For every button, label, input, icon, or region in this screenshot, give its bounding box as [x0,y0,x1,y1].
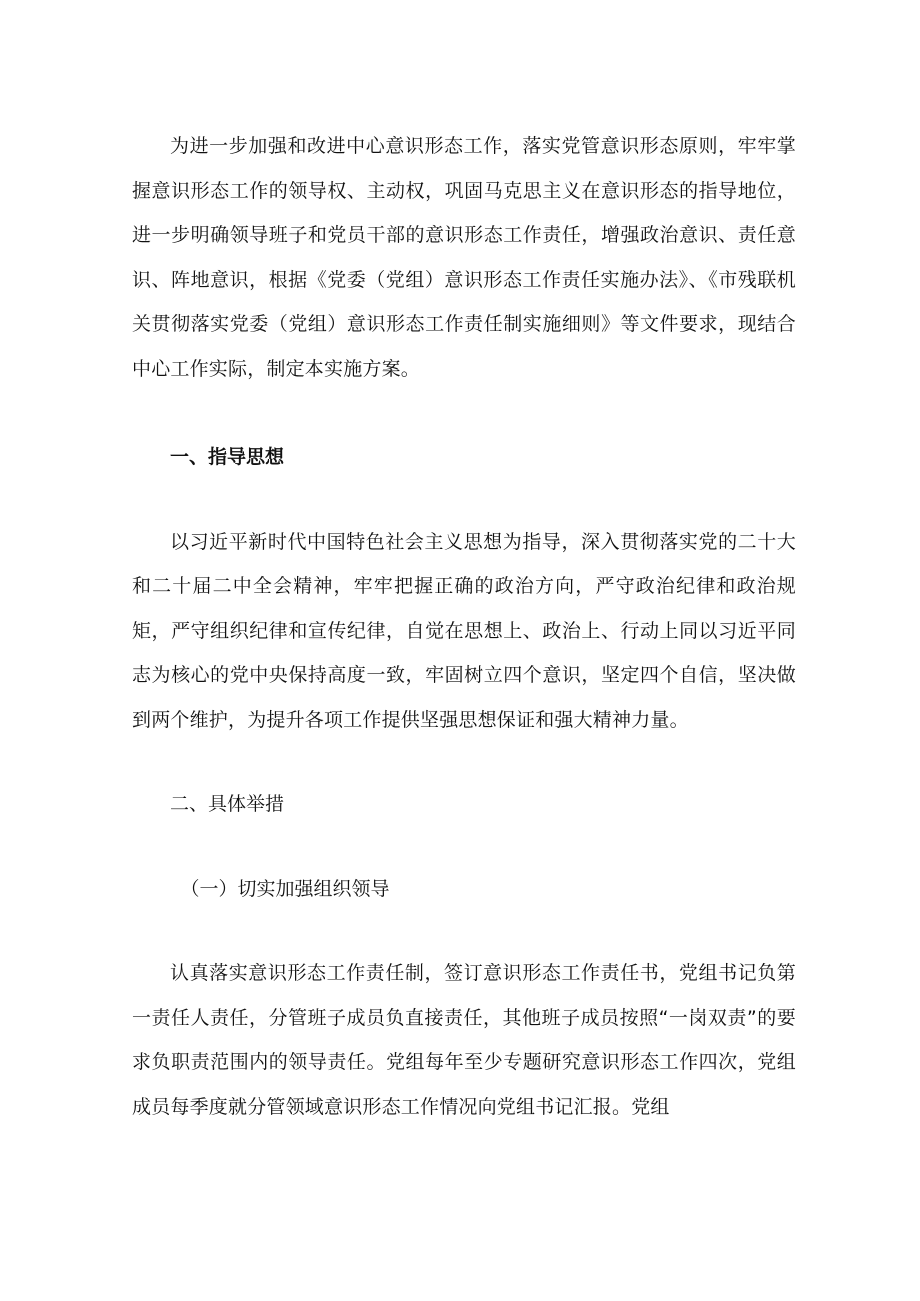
intro-paragraph: 为进一步加强和改进中心意识形态工作，落实党管意识形态原则，牢牢掌握意识形态工作的领导权、主动权，巩固马克思主义在意识形态的指导地位，进一步明确领导班子和党员干部的意识形态工作责任，增强政治意识、责任意识、阵地意识，根据《党委（党组）意识形态工作责任实施办法》、《市残联机关贯彻落实党委（党组）意识形态工作责任制实施细则》等文件要求，现结合中心工作实际，制定本实施方案。 [132,135,796,380]
spacer [132,742,796,782]
spacer [132,480,796,520]
guiding-thought-paragraph: 以习近平新时代中国特色社会主义思想为指导，深入贯彻落实党的二十大和二十届二中全会精神，牢牢把握正确的政治方向，严守政治纪律和政治规矩，严守组织纪律和宣传纪律，自觉在思想上、政治上、行动上同以习近平同志为核心的党中央保持高度一致，牢固树立四个意识，坚定四个自信，坚决做到两个维护，为提升各项工作提供坚强思想保证和强大精神力量。 [132,530,796,731]
spacer [132,827,796,867]
organization-leadership-paragraph: 认真落实意识形态工作责任制，签订意识形态工作责任书，党组书记负第一责任人责任，分管班子成员负直接责任，其他班子成员按照“一岗双责”的要求负职责范围内的领导责任。党组每年至少专题研究意识形态工作四次，党组成员每季度就分管领域意识形态工作情况向党组书记汇报。党组 [132,962,796,1118]
section-heading-guiding-thought: 一、指导思想 [170,446,285,468]
spacer [132,391,796,435]
document-body [132,124,796,1129]
subsection-heading-organization-leadership: （一）切实加强组织领导 [180,877,390,900]
spacer [132,911,796,951]
section-heading-specific-measures: 二、具体举措 [170,793,285,815]
